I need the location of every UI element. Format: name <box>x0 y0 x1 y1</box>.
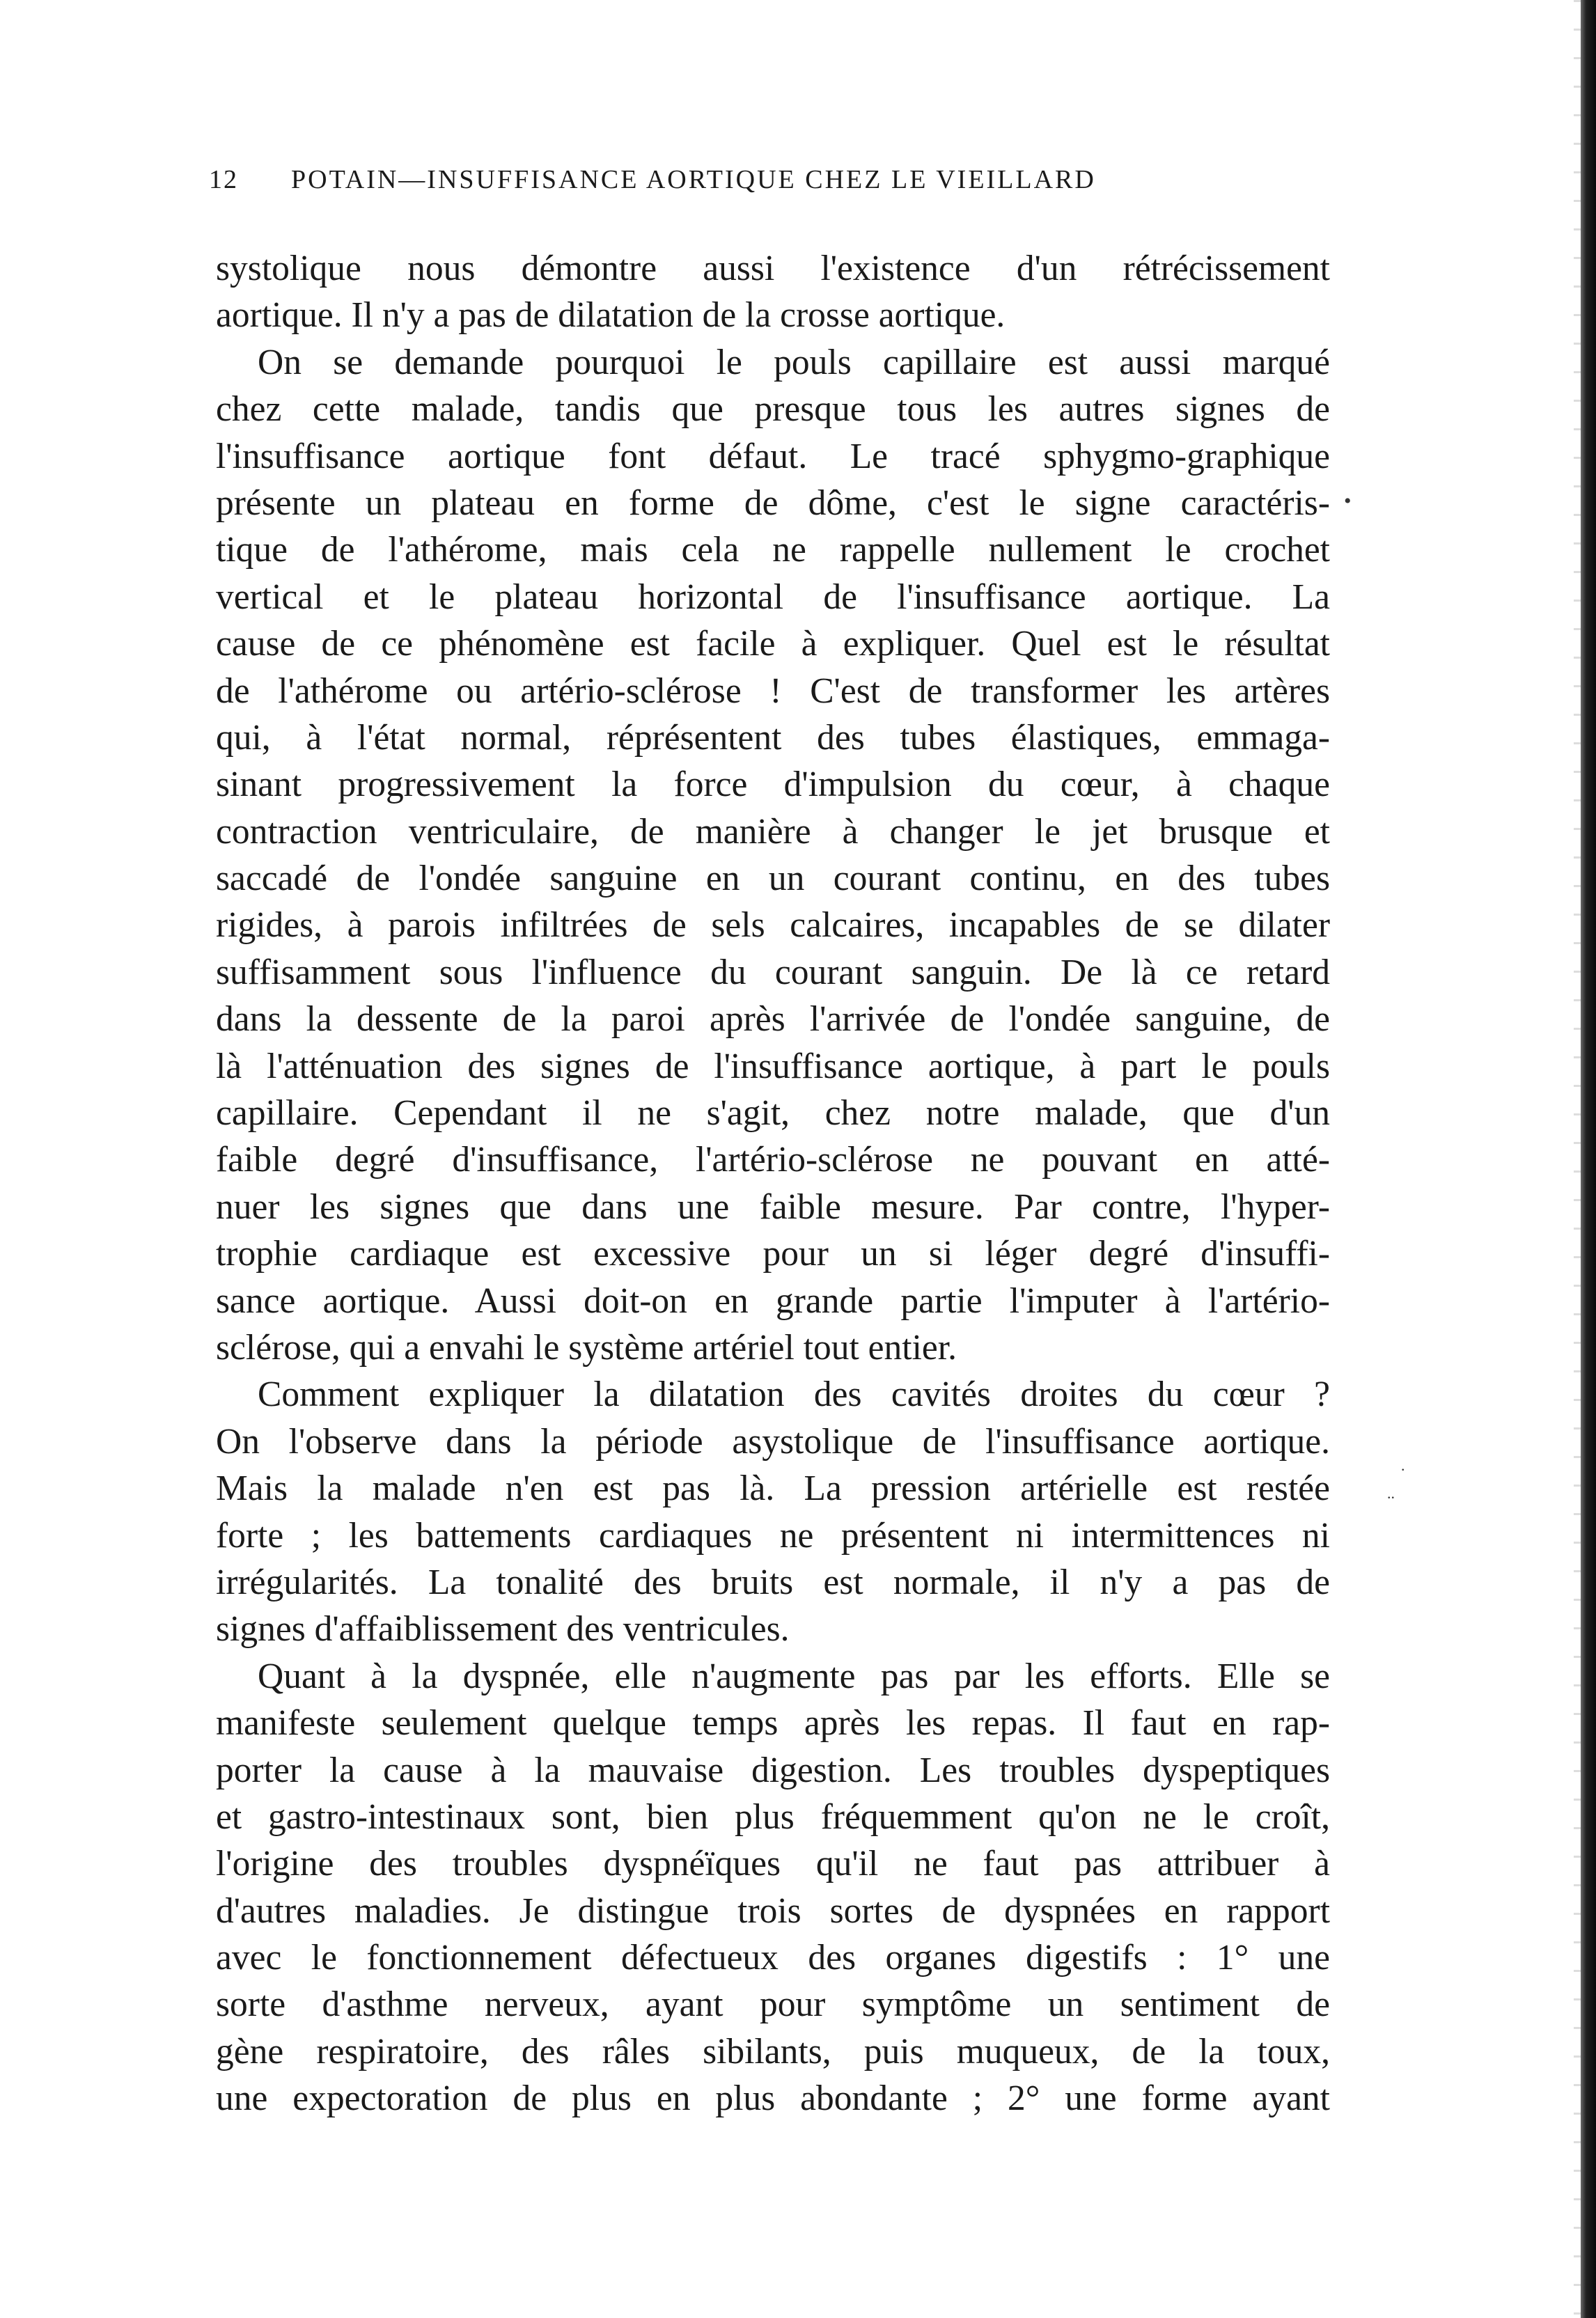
text-line: avec le fonctionnement défectueux des organes digestifs : 1° une <box>216 1938 1330 1978</box>
text-line: sclérose, qui a envahi le système artériel tout entier. <box>216 1327 957 1368</box>
text-line: dans la dessente de la paroi après l'arrivée de l'ondée sanguine, de <box>216 999 1330 1040</box>
text-line: Quant à la dyspnée, elle n'augmente pas par les efforts. Elle se <box>258 1656 1330 1696</box>
text-line: là l'atténuation des signes de l'insuffisance aortique, à part le pouls <box>216 1046 1330 1086</box>
text-line: qui, à l'état normal, réprésentent des tubes élastiques, emmaga- <box>216 717 1330 758</box>
margin-speck: . <box>1401 1457 1405 1474</box>
text-line: nuer les signes que dans une faible mesure. Par contre, l'hyper- <box>216 1187 1330 1227</box>
scan-edge-speckle <box>1574 0 1581 2318</box>
text-line: trophie cardiaque est excessive pour un si léger degré d'insuffi- <box>216 1234 1330 1274</box>
text-line: faible degré d'insuffisance, l'artério-sclérose ne pouvant en atté- <box>216 1140 1330 1180</box>
running-head <box>209 159 1281 201</box>
text-line: une expectoration de plus en plus abondante ; 2° une forme ayant <box>216 2078 1330 2119</box>
text-line: irrégularités. La tonalité des bruits est normale, il n'y a pas de <box>216 1562 1330 1602</box>
text-line: contraction ventriculaire, de manière à changer le jet brusque et <box>216 811 1330 852</box>
text-line: gène respiratoire, des râles sibilants, puis muqueux, de la toux, <box>216 2031 1330 2072</box>
text-line: On l'observe dans la période asystolique de l'insuffisance aortique. <box>216 1421 1330 1462</box>
text-line: systolique nous démontre aussi l'existence d'un rétrécissement <box>216 249 1330 288</box>
margin-speck: .. <box>1387 1485 1395 1502</box>
text-line: suffisamment sous l'influence du courant sanguin. De là ce retard <box>216 952 1330 992</box>
text-line: porter la cause à la mauvaise digestion. Les troubles dyspeptiques <box>216 1750 1330 1790</box>
text-line: Comment expliquer la dilatation des cavités droites du cœur ? <box>258 1375 1330 1415</box>
text-line: chez cette malade, tandis que presque tous les autres signes de <box>216 389 1330 430</box>
text-line: cause de ce phénomène est facile à expliquer. Quel est le résultat <box>216 624 1330 664</box>
text-line: manifeste seulement quelque temps après les repas. Il faut en rap- <box>216 1703 1330 1744</box>
text-line: sance aortique. Aussi doit-on en grande partie l'imputer à l'artério- <box>216 1281 1330 1321</box>
text-line: sinant progressivement la force d'impulsion du cœur, à chaque <box>216 765 1330 805</box>
text-line: l'origine des troubles dyspnéïques qu'il ne faut pas attribuer à <box>216 1844 1330 1884</box>
body-text <box>216 245 1330 2167</box>
text-line: l'insuffisance aortique font défaut. Le tracé sphygmo-graphique <box>216 436 1330 476</box>
text-line: présente un plateau en forme de dôme, c'est le signe caractéris- <box>216 483 1330 523</box>
text-line: vertical et le plateau horizontal de l'insuffisance aortique. La <box>216 577 1330 617</box>
text-line: tique de l'athérome, mais cela ne rappelle nullement le crochet <box>216 530 1330 570</box>
text-line: saccadé de l'ondée sanguine en un courant continu, en des tubes <box>216 859 1330 899</box>
text-line: d'autres maladies. Je distingue trois sortes de dyspnées en rapport <box>216 1890 1330 1931</box>
margin-speck: • <box>1344 490 1352 512</box>
text-line: capillaire. Cependant il ne s'agit, chez notre malade, que d'un <box>216 1093 1330 1134</box>
text-line: de l'athérome ou artério-sclérose ! C'est de transformer les artères <box>216 671 1330 711</box>
page-number: 12 <box>209 165 238 194</box>
text-line: sorte d'asthme nerveux, ayant pour symptôme un sentiment de <box>216 1984 1330 2025</box>
text-line: rigides, à parois infiltrées de sels calcaires, incapables de se dilater <box>216 905 1330 946</box>
text-line: aortique. Il n'y a pas de dilatation de la crosse aortique. <box>216 295 1006 336</box>
text-line: On se demande pourquoi le pouls capillaire est aussi marqué <box>258 342 1330 382</box>
text-line: et gastro-intestinaux sont, bien plus fréquemment qu'on ne le croît, <box>216 1796 1330 1837</box>
text-line: signes d'affaiblissement des ventricules. <box>216 1609 790 1650</box>
text-line: forte ; les battements cardiaques ne présentent ni intermittences ni <box>216 1515 1330 1556</box>
running-title: POTAIN—INSUFFISANCE AORTIQUE CHEZ LE VIEILLARD <box>291 165 1096 194</box>
text-line: Mais la malade n'en est pas là. La pression artérielle est restée <box>216 1469 1330 1509</box>
scan-edge-shadow <box>1581 0 1596 2318</box>
